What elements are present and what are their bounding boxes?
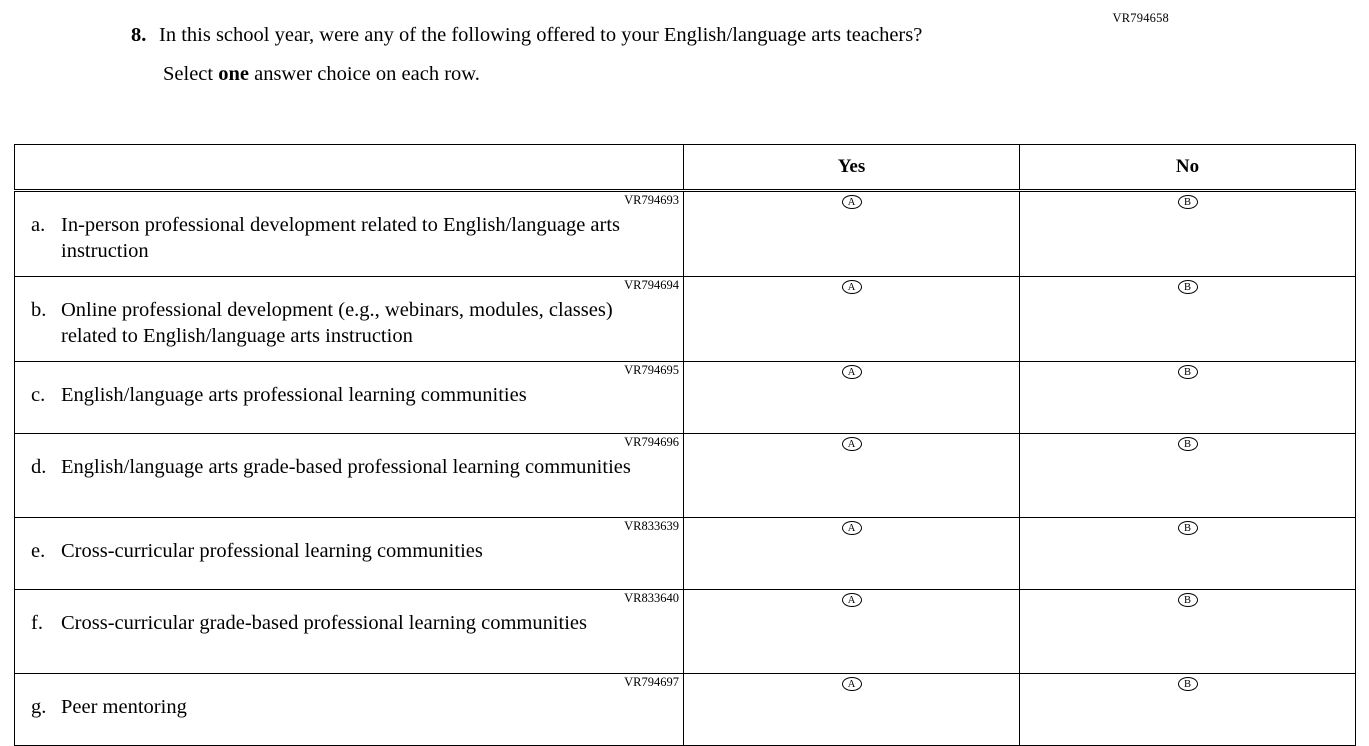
- radio-bubble-no[interactable]: B: [1178, 365, 1198, 379]
- item-stem-cell: [15, 674, 684, 746]
- radio-bubble-no[interactable]: B: [1178, 280, 1198, 294]
- item-text: In-person professional development related to English/language arts instruction: [61, 214, 621, 262]
- matrix-header-row: [15, 145, 1356, 191]
- item-stem-cell: [15, 434, 684, 518]
- item-text: English/language arts grade-based professional learning communities: [61, 456, 631, 478]
- item-variable-id: VR794695: [624, 363, 679, 377]
- item-text: Cross-curricular grade-based professional learning communities: [61, 612, 587, 634]
- option-cell-no[interactable]: [1020, 362, 1356, 434]
- radio-bubble-no[interactable]: B: [1178, 437, 1198, 451]
- question-text: In this school year, were any of the following offered to your English/language arts teachers?: [159, 24, 923, 46]
- item-letter: g.: [31, 696, 47, 718]
- table-row: [15, 362, 1356, 434]
- table-row: [15, 434, 1356, 518]
- radio-bubble-yes[interactable]: A: [842, 437, 862, 451]
- option-cell-no[interactable]: [1020, 674, 1356, 746]
- question-number: 8.: [131, 24, 147, 46]
- item-stem-cell: [15, 362, 684, 434]
- option-cell-yes[interactable]: [684, 674, 1020, 746]
- table-row: [15, 590, 1356, 674]
- question-variable-id: VR794658: [1112, 11, 1169, 25]
- radio-bubble-no[interactable]: B: [1178, 593, 1198, 607]
- table-row: [15, 277, 1356, 362]
- item-variable-id: VR833639: [624, 519, 679, 533]
- option-cell-yes[interactable]: [684, 518, 1020, 590]
- item-stem-cell: [15, 191, 684, 277]
- instruction-prefix: Select: [163, 63, 219, 85]
- radio-bubble-yes[interactable]: A: [842, 195, 862, 209]
- table-row: [15, 518, 1356, 590]
- option-cell-no[interactable]: [1020, 191, 1356, 277]
- item-text: Peer mentoring: [61, 696, 187, 718]
- option-cell-yes[interactable]: [684, 362, 1020, 434]
- option-cell-yes[interactable]: [684, 590, 1020, 674]
- item-letter: b.: [31, 299, 47, 321]
- item-variable-id: VR794696: [624, 435, 679, 449]
- option-cell-no[interactable]: [1020, 590, 1356, 674]
- item-variable-id: VR833640: [624, 591, 679, 605]
- item-stem-cell: [15, 277, 684, 362]
- option-cell-yes[interactable]: [684, 434, 1020, 518]
- item-text: English/language arts professional learning communities: [61, 384, 527, 406]
- item-letter: e.: [31, 540, 46, 562]
- instruction-emphasis: one: [218, 63, 249, 85]
- option-cell-yes[interactable]: [684, 277, 1020, 362]
- option-cell-no[interactable]: [1020, 277, 1356, 362]
- table-row: [15, 191, 1356, 277]
- instruction-suffix: answer choice on each row.: [248, 63, 480, 85]
- radio-bubble-no[interactable]: B: [1178, 677, 1198, 691]
- option-cell-yes[interactable]: [684, 191, 1020, 277]
- radio-bubble-no[interactable]: B: [1178, 195, 1198, 209]
- response-matrix: [14, 144, 1356, 746]
- item-variable-id: VR794694: [624, 278, 679, 292]
- question-stem: [131, 22, 1031, 88]
- item-letter: a.: [31, 214, 46, 236]
- option-cell-no[interactable]: [1020, 434, 1356, 518]
- radio-bubble-yes[interactable]: A: [842, 677, 862, 691]
- table-row: [15, 674, 1356, 746]
- header-yes: Yes: [684, 145, 1020, 191]
- item-variable-id: VR794693: [624, 193, 679, 207]
- radio-bubble-yes[interactable]: A: [842, 280, 862, 294]
- header-no: No: [1020, 145, 1356, 191]
- item-stem-cell: [15, 590, 684, 674]
- radio-bubble-yes[interactable]: A: [842, 365, 862, 379]
- item-letter: f.: [31, 612, 43, 634]
- option-cell-no[interactable]: [1020, 518, 1356, 590]
- item-text: Online professional development (e.g., webinars, modules, classes) related to English/language arts instruction: [61, 299, 613, 347]
- item-variable-id: VR794697: [624, 675, 679, 689]
- question-instruction: [163, 61, 1031, 88]
- radio-bubble-yes[interactable]: A: [842, 593, 862, 607]
- item-stem-cell: [15, 518, 684, 590]
- item-text: Cross-curricular professional learning communities: [61, 540, 483, 562]
- radio-bubble-yes[interactable]: A: [842, 521, 862, 535]
- radio-bubble-no[interactable]: B: [1178, 521, 1198, 535]
- header-stem-blank: [15, 145, 684, 191]
- item-letter: c.: [31, 384, 46, 406]
- item-letter: d.: [31, 456, 47, 478]
